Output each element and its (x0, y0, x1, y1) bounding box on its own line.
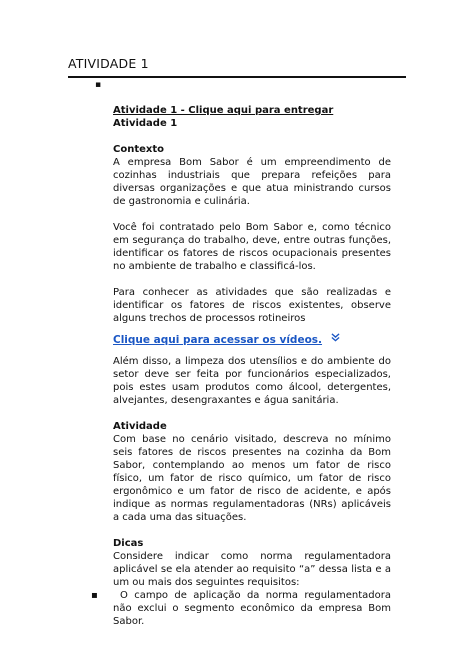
context-paragraph-1: A empresa Bom Sabor é um empreendimento de cozinhas industriais que prepara refeições para diversas organizações e que atua ministrando cursos de gastronomia e culinária. (113, 157, 391, 207)
tips-paragraph: Considere indicar como norma regulamentadora aplicável se ela atender ao requisito “a” dessa lista e a um ou mais dos seguintes requisitos: (113, 551, 391, 588)
context-paragraph-3: Para conhecer as atividades que são realizadas e identificar os fatores de riscos existentes, observe alguns trechos de processos rotineiros (113, 287, 391, 324)
header-bullet: ▪ (95, 80, 102, 90)
page-header-title: ATIVIDADE 1 (68, 56, 149, 71)
document-body (91, 104, 391, 628)
context-paragraph-4: Além disso, a limpeza dos utensílios e do ambiente do setor deve ser feita por funcionários especializados, pois estes usam produtos como álcool, detergentes, alvejantes, desengraxantes e água sanitária. (113, 356, 391, 406)
tips-item-a: O campo de aplicação da norma regulamentadora não exclui o segmento econômico da empresa Bom Sabor. (113, 590, 391, 627)
header-divider (68, 76, 406, 78)
tips-heading: Dicas (113, 538, 144, 549)
activity-paragraph: Com base no cenário visitado, descreva no mínimo seis fatores de riscos presentes na cozinha da Bom Sabor, contemplando ao menos um fator de risco físico, um fator de risco químico, um fator de risco ergonômico e um fator de risco de acidente, e após indique as normas regulamentadoras (NRs) aplicáveis a cada uma das situações. (113, 434, 391, 523)
video-link[interactable]: Clique aqui para acessar os vídeos. (113, 334, 323, 346)
submit-activity-link[interactable]: Atividade 1 - Clique aqui para entregar (113, 105, 334, 116)
list-item (91, 589, 391, 628)
context-heading: Contexto (113, 144, 164, 155)
chevron-double-down-icon[interactable] (331, 333, 340, 346)
context-paragraph-2: Você foi contratado pelo Bom Sabor e, como técnico em segurança do trabalho, deve, entre outras funções, identificar os fatores de riscos ocupacionais presentes no ambiente de trabalho e classificá-los. (113, 222, 391, 272)
list-bullet: ▪ (91, 590, 98, 601)
activity-heading: Atividade (113, 421, 167, 432)
activity-subtitle: Atividade 1 (113, 118, 178, 129)
